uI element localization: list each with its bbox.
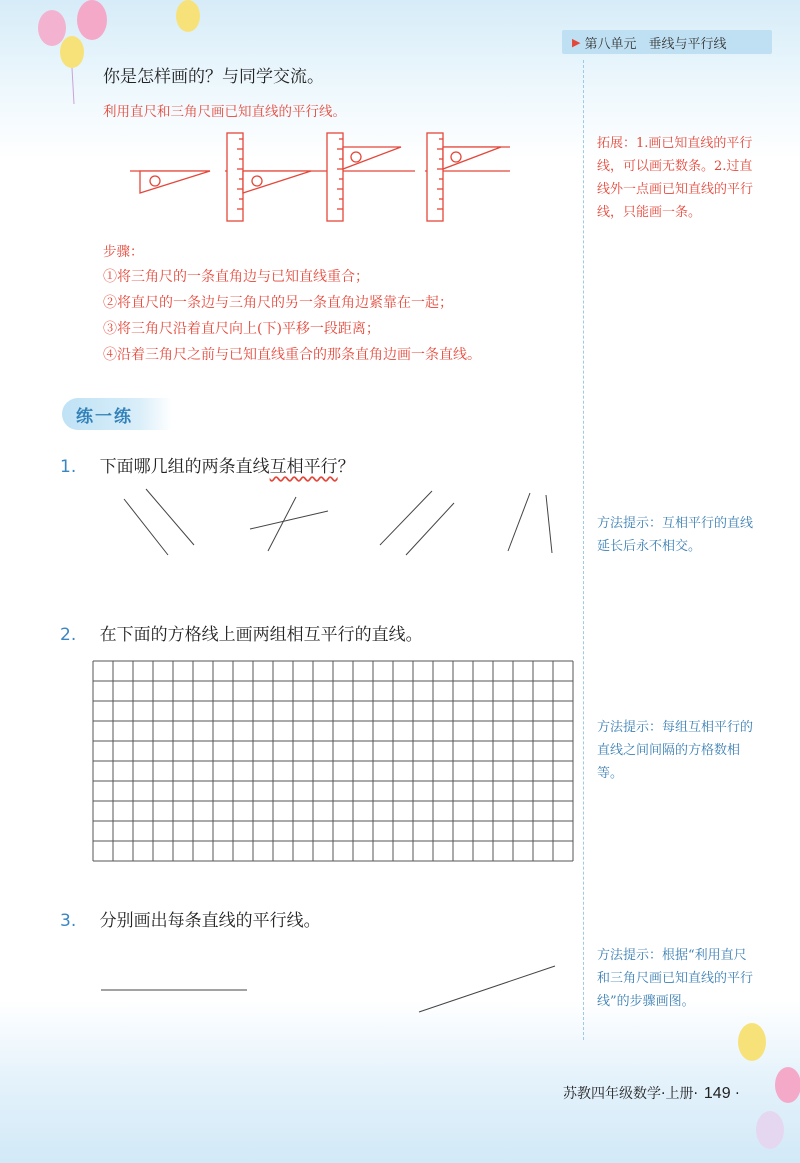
balloons-decoration-bottom: [730, 1020, 800, 1163]
extension-tip: 拓展：1.画已知直线的平行线，可以画无数条。2.过直线外一点画已知直线的平行线，只能画一条。: [597, 136, 754, 220]
square-grid[interactable]: [93, 661, 573, 861]
question-2: [60, 620, 423, 645]
step-2: ②将直尺的一条边与三角尺的另一条直角边紧靠在一起；: [103, 295, 453, 311]
play-arrow-icon: ▶: [572, 35, 581, 49]
question-3-text: 分别画出每条直线的平行线。: [99, 911, 321, 931]
question-1-text: 下面哪几组的两条直线: [99, 457, 270, 477]
ruler-triangle-illustration: [125, 125, 515, 225]
question-3-tip: 方法提示：根据“利用直尺和三角尺画已知直线的平行线”的步骤画图。: [597, 948, 754, 1009]
practice-banner: [62, 398, 172, 430]
page-number: 149: [703, 1085, 731, 1102]
question-1-tip: 方法提示：互相平行的直线延长后永不相交。: [597, 516, 754, 554]
steps-title: 步骤：: [103, 244, 144, 260]
question-number: 3.: [60, 911, 77, 931]
unit-header: [562, 30, 772, 54]
step-3: ③将三角尺沿着直尺向上(下)平移一段距离；: [103, 321, 380, 337]
question-2-tip: 方法提示：每组互相平行的直线之间间隔的方格数相等。: [597, 720, 754, 781]
topic-label: 垂线与平行线: [648, 36, 727, 52]
line-pairs-figure: [110, 485, 560, 560]
intro-caption: 利用直尺和三角尺画已知直线的平行线。: [103, 104, 346, 120]
question-3: [60, 906, 321, 931]
practice-title: 练一练: [76, 406, 133, 427]
step-1: ①将三角尺的一条直角边与已知直线重合；: [103, 269, 369, 285]
step-4: ④沿着三角尺之前与已知直线重合的那条直角边画一条直线。: [103, 347, 481, 363]
question-number: 1.: [60, 457, 77, 477]
question-1-emphasis: 互相平行: [269, 457, 338, 477]
intro-question: 你是怎样画的？与同学交流。: [103, 67, 324, 87]
question-1-end: ？: [337, 457, 355, 477]
question-2-text: 在下面的方格线上画两组相互平行的直线。: [99, 625, 423, 645]
margin-divider: [583, 60, 584, 1040]
footer-dot: ·: [735, 1086, 740, 1102]
unit-label: 第八单元: [584, 36, 637, 52]
given-lines-figure[interactable]: [95, 960, 565, 1020]
page-footer: [563, 1083, 740, 1103]
question-number: 2.: [60, 625, 77, 645]
balloons-decoration-top: [30, 0, 210, 110]
book-title: 苏教四年级数学·上册·: [563, 1086, 698, 1102]
question-1: [60, 452, 355, 477]
